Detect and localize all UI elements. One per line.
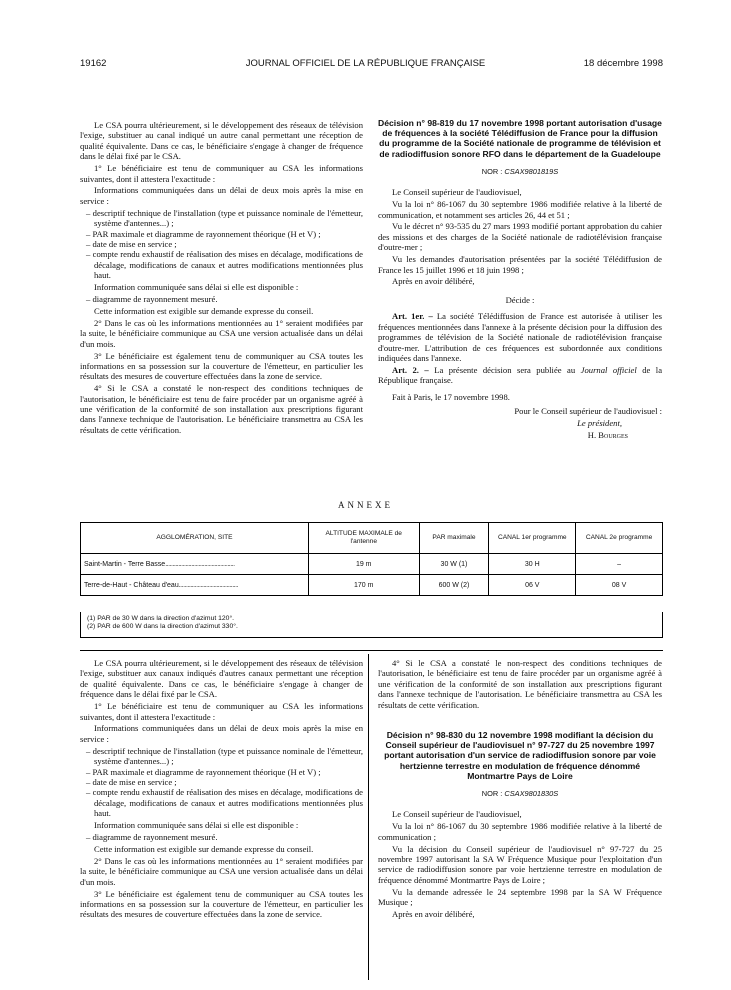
paragraph: 2° Dans le cas où les informations mentionnées au 1° seraient modifiées par la suite, le bénéficiaire communique au CSA une version actualisée dans un délai d'un mois. bbox=[80, 855, 363, 887]
top-left-column bbox=[80, 120, 363, 437]
info-list bbox=[80, 208, 363, 281]
table-notes bbox=[80, 612, 663, 638]
info-list bbox=[80, 294, 363, 304]
header-date: 18 décembre 1998 bbox=[583, 58, 663, 69]
list-item: – date de mise en service ; bbox=[80, 239, 363, 249]
article-1: Art. 1er. – La société Télédiffusion de France est autorisée à utiliser les fréquences mentionnées dans l'annexe à la présente décision pour la diffusion des programmes de télévision de la Société nationale de radiotélévision française d'outre-mer. L'attribution de ces fréquences est subordonnée aux conditions indiquées dans l'annexe. bbox=[378, 311, 662, 363]
decision-title: Décision n° 98-830 du 12 novembre 1998 modifiant la décision du Conseil supérieur de l'audiovisuel n° 97-727 du 25 novembre 1997 portant autorisation d'un service de radiodiffusion sonore par voie hertzienne terrestre en modulation de fréquence dénommé Montmartre Pays de Loire bbox=[384, 730, 656, 781]
column-divider bbox=[368, 654, 369, 980]
paragraph: Cette information est exigible sur demande expresse du conseil. bbox=[94, 843, 314, 854]
column-header: ALTITUDE MAXIMALE de l'antenne bbox=[308, 523, 419, 554]
site-cell: Saint-Martin - Terre Basse................................................ bbox=[81, 554, 309, 575]
paragraph: Après en avoir délibéré, bbox=[392, 909, 475, 920]
annexe-title: ANNEXE bbox=[338, 500, 393, 510]
page-number: 19162 bbox=[80, 58, 107, 69]
table-cell: 600 W (2) bbox=[419, 575, 489, 596]
paragraph: 4° Si le CSA a constaté le non-respect des conditions techniques de l'autorisation, le bénéficiaire est tenu de faire procéder par un organisme agréé à une vérification de la conformité de son installation aux prescriptions figurant dans l'annexe technique de l'autorisation. Le bénéficiaire transmettra au CSA les résultats de cette vérification. bbox=[378, 658, 662, 710]
paragraph: Le Conseil supérieur de l'audiovisuel, bbox=[392, 187, 522, 198]
bottom-left-column bbox=[80, 658, 363, 921]
table-row bbox=[81, 575, 663, 596]
paragraph: Vu les demandes d'autorisation présentées par la société Télédiffusion de France les 15 juillet 1996 et 18 juin 1998 ; bbox=[378, 254, 662, 275]
table-cell: 170 m bbox=[308, 575, 419, 596]
leader-dots: ................................................ bbox=[165, 560, 235, 568]
paragraph: Informations communiquées dans un délai de deux mois après la mise en service : bbox=[80, 723, 363, 744]
list-item: – descriptif technique de l'installation (type et puissance nominale de l'émetteur, système d'antennes...) ; bbox=[80, 208, 363, 229]
journal-title: JOURNAL OFFICIEL DE LA RÉPUBLIQUE FRANÇAISE bbox=[245, 58, 486, 69]
top-right-column bbox=[378, 118, 662, 442]
paragraph: Cette information est exigible sur demande expresse du conseil. bbox=[94, 305, 314, 316]
paragraph: Après en avoir délibéré, bbox=[392, 276, 475, 287]
paragraph: 3° Le bénéficiaire est également tenu de communiquer au CSA toutes les informations en sa possession sur la couverture de l'émetteur, en particulier les résultats des mesures de couverture effectuées dans la zone de service. bbox=[80, 350, 363, 382]
paragraph: 3° Le bénéficiaire est également tenu de communiquer au CSA toutes les informations en sa possession sur la couverture de l'émetteur, en particulier les résultats des mesures de couverture effectuées dans la zone de service. bbox=[80, 888, 363, 920]
paragraph: Information communiquée sans délai si elle est disponible : bbox=[94, 820, 299, 831]
done-at: Fait à Paris, le 17 novembre 1998. bbox=[392, 391, 510, 402]
column-header: AGGLOMÉRATION, SITE bbox=[81, 523, 309, 554]
article-2: Art. 2. – La présente décision sera publiée au Journal officiel de la République française. bbox=[378, 364, 663, 386]
nor-reference: NOR : CSAX9801830S bbox=[481, 789, 559, 799]
annexe-table bbox=[80, 522, 663, 596]
table-cell: 06 V bbox=[489, 575, 576, 596]
table-cell: – bbox=[576, 554, 663, 575]
info-list bbox=[80, 832, 363, 842]
paragraph: 4° Si le CSA a constaté le non-respect des conditions techniques de l'autorisation, le bénéficiaire est tenu de faire procéder par un organisme agréé à une vérification de la conformité de son installation aux prescriptions figurant dans l'annexe technique de l'autorisation. Le bénéficiaire transmettra au CSA les résultats de cette vérification. bbox=[80, 383, 363, 435]
table-cell: 08 V bbox=[576, 575, 663, 596]
list-item: – descriptif technique de l'installation (type et puissance nominale de l'émetteur, système d'antennes...) ; bbox=[80, 746, 363, 767]
paragraph: Le Conseil supérieur de l'audiovisuel, bbox=[392, 809, 522, 820]
signature-name: H. Bourges bbox=[587, 429, 628, 440]
list-item: – date de mise en service ; bbox=[80, 777, 363, 787]
paragraph: 2° Dans le cas où les informations mentionnées au 1° seraient modifiées par la suite, le bénéficiaire communique au CSA une version actualisée dans un délai d'un mois. bbox=[80, 317, 363, 349]
paragraph: Vu le décret n° 93-535 du 27 mars 1993 modifié portant approbation du cahier des missions et des charges de la Société nationale de radiotélévision française d'outre-mer ; bbox=[378, 221, 662, 253]
table-row bbox=[81, 554, 663, 575]
article-label: Art. 2. – bbox=[392, 364, 429, 375]
section-divider bbox=[80, 650, 663, 651]
paragraph: Vu la décision du Conseil supérieur de l'audiovisuel n° 97-727 du 25 novembre 1997 autorisant la SA W Fréquence Musique pour l'exploitation d'un service de radiodiffusion sonore par voie hertzienne terrestre en modulation de fréquence dénommé Montmartre Pays de Loire ; bbox=[378, 843, 662, 885]
signature-line: Pour le Conseil supérieur de l'audiovisuel : bbox=[514, 406, 662, 417]
list-item: – diagramme de rayonnement mesuré. bbox=[80, 832, 363, 842]
table-cell: 30 H bbox=[489, 554, 576, 575]
paragraph: Le CSA pourra ultérieurement, si le développement des réseaux de télévision l'exige, substituer aux canaux indiqués d'autres canaux permettant une réception de qualité équivalente. Dans ce cas, le bénéficiaire s'engage à changer de fréquence dans le délai fixé par le CSA. bbox=[80, 658, 363, 700]
article-label: Art. 1er. – bbox=[392, 311, 433, 322]
table-cell: 19 m bbox=[308, 554, 419, 575]
column-header: CANAL 2e programme bbox=[576, 523, 663, 554]
list-item: – compte rendu exhaustif de réalisation des mises en décalage, modifications de décalage, modifications de canaux et autres modifications mentionnées plus haut. bbox=[80, 787, 363, 818]
table-header-row bbox=[81, 523, 663, 554]
nor-reference: NOR : CSAX9801819S bbox=[481, 166, 559, 176]
signature-role: Le président, bbox=[577, 417, 622, 428]
decide-heading: Décide : bbox=[505, 294, 535, 305]
list-item: – PAR maximale et diagramme de rayonnement théorique (H et V) ; bbox=[80, 229, 363, 239]
paragraph: 1° Le bénéficiaire est tenu de communiquer au CSA les informations suivantes, dont il attestera l'exactitude : bbox=[80, 701, 363, 722]
site-cell: Terre-de-Haut - Château d'eau......................................... bbox=[81, 575, 309, 596]
column-header: CANAL 1er programme bbox=[489, 523, 576, 554]
journal-officiel: Journal officiel bbox=[580, 364, 637, 375]
paragraph: Vu la demande adressée le 24 septembre 1998 par la SA W Fréquence Musique ; bbox=[378, 886, 662, 908]
note: (2) PAR de 600 W dans la direction d'azimut 330°. bbox=[87, 623, 238, 631]
table-cell: 30 W (1) bbox=[419, 554, 489, 575]
paragraph: Le CSA pourra ultérieurement, si le développement des réseaux de télévision l'exige, substituer au canal indiqué un autre canal permettant une réception de qualité équivalente. Dans ce cas, le bénéficiaire s'engage à changer de fréquence dans le délai fixé par le CSA. bbox=[80, 120, 363, 162]
decision-title: Décision n° 98-819 du 17 novembre 1998 portant autorisation d'usage de fréquences à la société Télédiffusion de France pour la diffusion du programme de la Société nationale de programme de télévision et de radiodiffusion sonore RFO dans le département de la Guadeloupe bbox=[378, 118, 662, 159]
paragraph: Vu la loi n° 86-1067 du 30 septembre 1986 modifiée relative à la liberté de communication ; bbox=[378, 821, 662, 842]
list-item: – diagramme de rayonnement mesuré. bbox=[80, 294, 363, 304]
bottom-right-column bbox=[378, 658, 662, 921]
column-header: PAR maximale bbox=[419, 523, 489, 554]
paragraph: Vu la loi n° 86-1067 du 30 septembre 1986 modifiée relative à la liberté de communication, et notamment ses articles 26, 44 et 51 ; bbox=[378, 199, 662, 220]
paragraph: 1° Le bénéficiaire est tenu de communiquer au CSA les informations suivantes, dont il attestera l'exactitude : bbox=[80, 163, 363, 184]
list-item: – compte rendu exhaustif de réalisation des mises en décalage, modifications de décalage, modifications de canaux et autres modifications mentionnées plus haut. bbox=[80, 249, 363, 280]
info-list bbox=[80, 746, 363, 819]
note: (1) PAR de 30 W dans la direction d'azimut 120°. bbox=[87, 615, 235, 622]
list-item: – PAR maximale et diagramme de rayonnement théorique (H et V) ; bbox=[80, 767, 363, 777]
paragraph: Information communiquée sans délai si elle est disponible : bbox=[94, 282, 299, 293]
paragraph: Informations communiquées dans un délai de deux mois après la mise en service : bbox=[80, 185, 363, 206]
nor-code: CSAX9801830S bbox=[504, 789, 559, 799]
leader-dots: ......................................... bbox=[178, 581, 238, 589]
nor-code: CSAX9801819S bbox=[504, 166, 559, 176]
